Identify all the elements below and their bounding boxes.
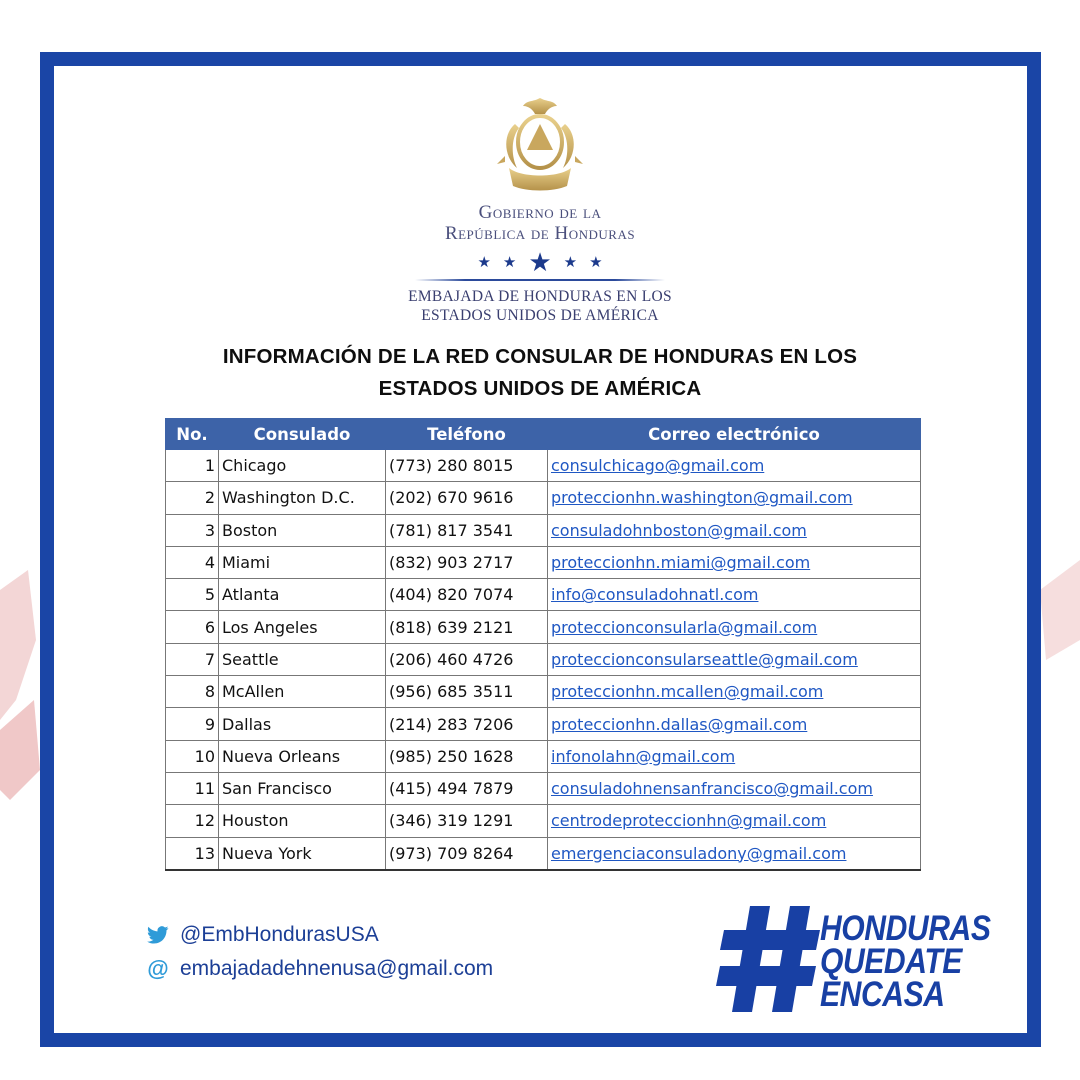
consulate-email-link[interactable]: info@consuladohnatl.com (551, 585, 759, 605)
table-row (166, 611, 921, 643)
twitter-handle[interactable]: @EmbHondurasUSA (180, 923, 379, 946)
hashtag-line-3: ENCASA (820, 975, 945, 1014)
consulates-table (165, 418, 921, 871)
table-row (166, 546, 921, 578)
header-correo: Correo electrónico (548, 419, 921, 450)
consulate-city: Nueva York (219, 837, 386, 870)
star-icon: ★ (477, 254, 491, 271)
consulate-email-link[interactable]: consuladohnboston@gmail.com (551, 520, 807, 540)
consulate-city: Dallas (219, 708, 386, 740)
consulate-email-link[interactable]: proteccionhn.mcallen@gmail.com (551, 682, 824, 702)
contact-email[interactable]: embajadadehnenusa@gmail.com (180, 957, 494, 980)
row-number: 1 (166, 450, 219, 482)
hashtag-line-1: HONDURAS (820, 909, 991, 948)
table-row (166, 837, 921, 870)
consulate-city: Nueva Orleans (219, 740, 386, 772)
table-row (166, 514, 921, 546)
consulate-phone: (206) 460 4726 (386, 643, 548, 675)
row-number: 7 (166, 643, 219, 675)
row-number: 9 (166, 708, 219, 740)
table-row (166, 805, 921, 837)
consulate-city: Houston (219, 805, 386, 837)
consulate-email-cell (548, 708, 921, 740)
hashtag-line-2: QUEDATE (820, 942, 962, 981)
consulate-email-link[interactable]: centrodeproteccionhn@gmail.com (551, 811, 827, 831)
consulate-email-link[interactable]: emergenciaconsuladony@gmail.com (551, 843, 847, 863)
table-row (166, 740, 921, 772)
row-number: 6 (166, 611, 219, 643)
twitter-bird-icon (146, 923, 170, 947)
star-icon: ★ (589, 254, 603, 271)
star-icon: ★ (528, 246, 552, 277)
table-row (166, 482, 921, 514)
government-name-line1: Gobierno de la (478, 202, 602, 223)
header-no: No. (166, 419, 219, 450)
consulate-city: Los Angeles (219, 611, 386, 643)
page-title-line2: ESTADOS UNIDOS DE AMÉRICA (378, 377, 702, 400)
consulate-email-cell (548, 546, 921, 578)
consulate-phone: (202) 670 9616 (386, 482, 548, 514)
consulate-email-cell (548, 676, 921, 708)
consulate-phone: (956) 685 3511 (386, 676, 548, 708)
consulate-email-link[interactable]: consuladohnensanfrancisco@gmail.com (551, 779, 873, 799)
page-title-line1: INFORMACIÓN DE LA RED CONSULAR DE HONDURAS EN LOS (222, 345, 858, 368)
embassy-name-line2: ESTADOS UNIDOS DE AMÉRICA (421, 307, 659, 324)
consulate-email-link[interactable]: proteccionhn.miami@gmail.com (551, 553, 811, 573)
at-sign-icon: @ (147, 956, 169, 981)
consulate-email-link[interactable]: proteccionhn.dallas@gmail.com (551, 714, 808, 734)
government-name-line2: República de Honduras (444, 223, 636, 244)
hashtag-logo (716, 906, 1016, 1016)
hash-icon (716, 906, 826, 1012)
table-row (166, 579, 921, 611)
row-number: 4 (166, 546, 219, 578)
row-number: 11 (166, 772, 219, 804)
consulate-phone: (415) 494 7879 (386, 772, 548, 804)
consulate-email-cell (548, 772, 921, 804)
consulate-email-link[interactable]: proteccionhn.washington@gmail.com (551, 488, 853, 508)
header-consulado: Consulado (219, 419, 386, 450)
consulate-email-cell (548, 482, 921, 514)
consulate-city: McAllen (219, 676, 386, 708)
table-row (166, 450, 921, 482)
consulate-city: Miami (219, 546, 386, 578)
consulate-phone: (818) 639 2121 (386, 611, 548, 643)
consulate-phone: (773) 280 8015 (386, 450, 548, 482)
row-number: 12 (166, 805, 219, 837)
table-row (166, 643, 921, 675)
consulate-email-cell (548, 611, 921, 643)
consulate-email-cell (548, 837, 921, 870)
consulate-city: Atlanta (219, 579, 386, 611)
consulate-email-cell (548, 643, 921, 675)
consulate-city: Seattle (219, 643, 386, 675)
consulate-phone: (832) 903 2717 (386, 546, 548, 578)
row-number: 8 (166, 676, 219, 708)
row-number: 10 (166, 740, 219, 772)
consulate-email-cell (548, 514, 921, 546)
header-telefono: Teléfono (386, 419, 548, 450)
row-number: 2 (166, 482, 219, 514)
coat-of-arms-icon (495, 94, 585, 194)
consulate-email-cell (548, 740, 921, 772)
email-contact (146, 957, 493, 981)
consulate-phone: (781) 817 3541 (386, 514, 548, 546)
consulate-city: Chicago (219, 450, 386, 482)
table-row (166, 676, 921, 708)
stars-row (0, 246, 1080, 277)
consulate-phone: (985) 250 1628 (386, 740, 548, 772)
consulate-phone: (973) 709 8264 (386, 837, 548, 870)
row-number: 5 (166, 579, 219, 611)
table-row (166, 772, 921, 804)
consulate-email-link[interactable]: infonolahn@gmail.com (551, 746, 736, 766)
table-row (166, 708, 921, 740)
consulate-email-cell (548, 805, 921, 837)
consulate-city: Boston (219, 514, 386, 546)
consulate-email-cell (548, 450, 921, 482)
star-icon: ★ (502, 254, 517, 271)
row-number: 3 (166, 514, 219, 546)
consulate-phone: (404) 820 7074 (386, 579, 548, 611)
embassy-logo (0, 94, 1080, 325)
consulate-city: Washington D.C. (219, 482, 386, 514)
consulate-email-link[interactable]: proteccionconsularla@gmail.com (551, 617, 818, 637)
table-header-row (166, 419, 921, 450)
consulate-city: San Francisco (219, 772, 386, 804)
divider (415, 279, 665, 281)
consulate-email-link[interactable]: proteccionconsularseattle@gmail.com (551, 649, 858, 669)
row-number: 13 (166, 837, 219, 870)
consulate-phone: (346) 319 1291 (386, 805, 548, 837)
consulate-email-link[interactable]: consulchicago@gmail.com (551, 456, 765, 476)
consulate-phone: (214) 283 7206 (386, 708, 548, 740)
consulate-email-cell (548, 579, 921, 611)
twitter-contact (146, 923, 379, 947)
embassy-name-line1: EMBAJADA DE HONDURAS EN LOS (408, 288, 672, 305)
star-icon: ★ (563, 254, 578, 271)
